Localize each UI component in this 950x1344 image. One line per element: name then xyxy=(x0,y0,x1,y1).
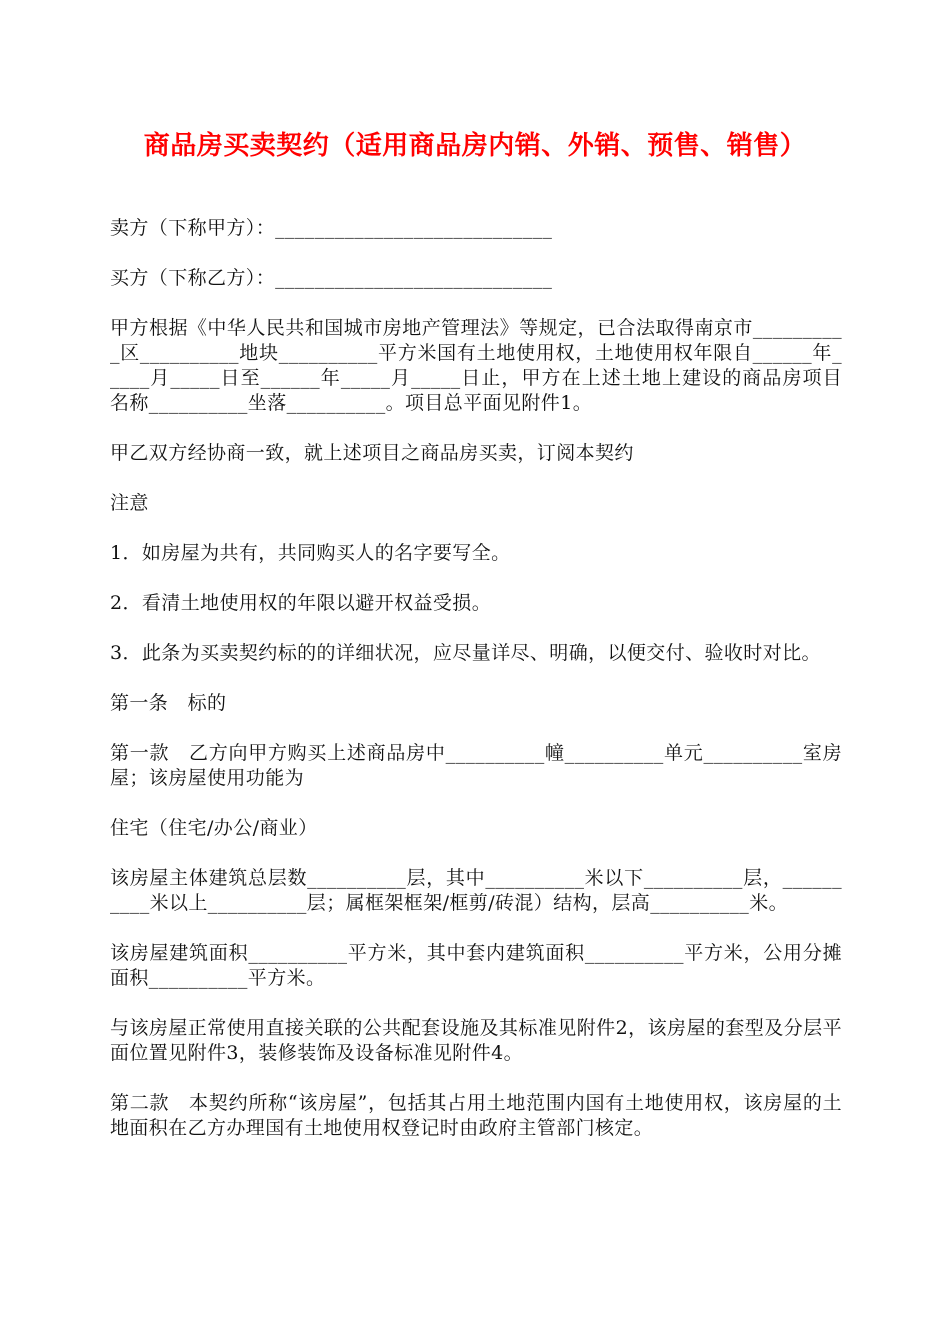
notice-item-1: 1．如房屋为共有，共同购买人的名字要写全。 xyxy=(110,542,511,564)
clause-2-paragraph: 第二款 本契约所称“该房屋”，包括其占用土地范围内国有土地使用权，该房屋的土地面积在乙方办理国有土地使用权登记时由政府主管部门核定。 xyxy=(110,1092,842,1139)
area-paragraph: 该房屋建筑面积__________平方米，其中套内建筑面积__________平方米，公用分摊面积__________平方米。 xyxy=(110,942,842,989)
floors-paragraph: 该房屋主体建筑总层数__________层，其中__________米以下__________层，__________米以上__________层；属框架框架/框剪/砖混）结构，层高__________米。 xyxy=(110,867,842,914)
clause-1-paragraph: 第一款 乙方向甲方购买上述商品房中__________幢__________单元__________室房屋；该房屋使用功能为 xyxy=(110,742,842,789)
facilities-paragraph: 与该房屋正常使用直接关联的公共配套设施及其标准见附件2，该房屋的套型及分层平面位置见附件3，装修装饰及设备标准见附件4。 xyxy=(110,1017,842,1064)
land-rights-paragraph: 甲方根据《中华人民共和国城市房地产管理法》等规定，已合法取得南京市__________区__________地块__________平方米国有土地使用权，土地使用权年限自______年_____月_____日至______年_____月_____日止，甲方在上述土地上建设的商品房项目名称__________坐落__________。项目总平面见附件1。 xyxy=(110,317,842,414)
article-1-heading: 第一条 标的 xyxy=(110,692,227,714)
document-body xyxy=(110,216,842,1166)
seller-line: 卖方（下称甲方）：____________________________ xyxy=(110,217,553,239)
notice-heading: 注意 xyxy=(110,492,149,514)
notice-item-3: 3．此条为买卖契约标的的详细状况，应尽量详尽、明确，以便交付、验收时对比。 xyxy=(110,642,821,664)
document-title: 商品房买卖契约（适用商品房内销、外销、预售、销售） xyxy=(143,131,807,161)
agreement-paragraph: 甲乙双方经协商一致，就上述项目之商品房买卖，订阅本契约 xyxy=(110,442,634,464)
buyer-line: 买方（下称乙方）：____________________________ xyxy=(110,267,553,289)
notice-item-2: 2．看清土地使用权的年限以避开权益受损。 xyxy=(110,592,492,614)
usage-line: 住宅（住宅/办公/商业） xyxy=(110,817,318,839)
